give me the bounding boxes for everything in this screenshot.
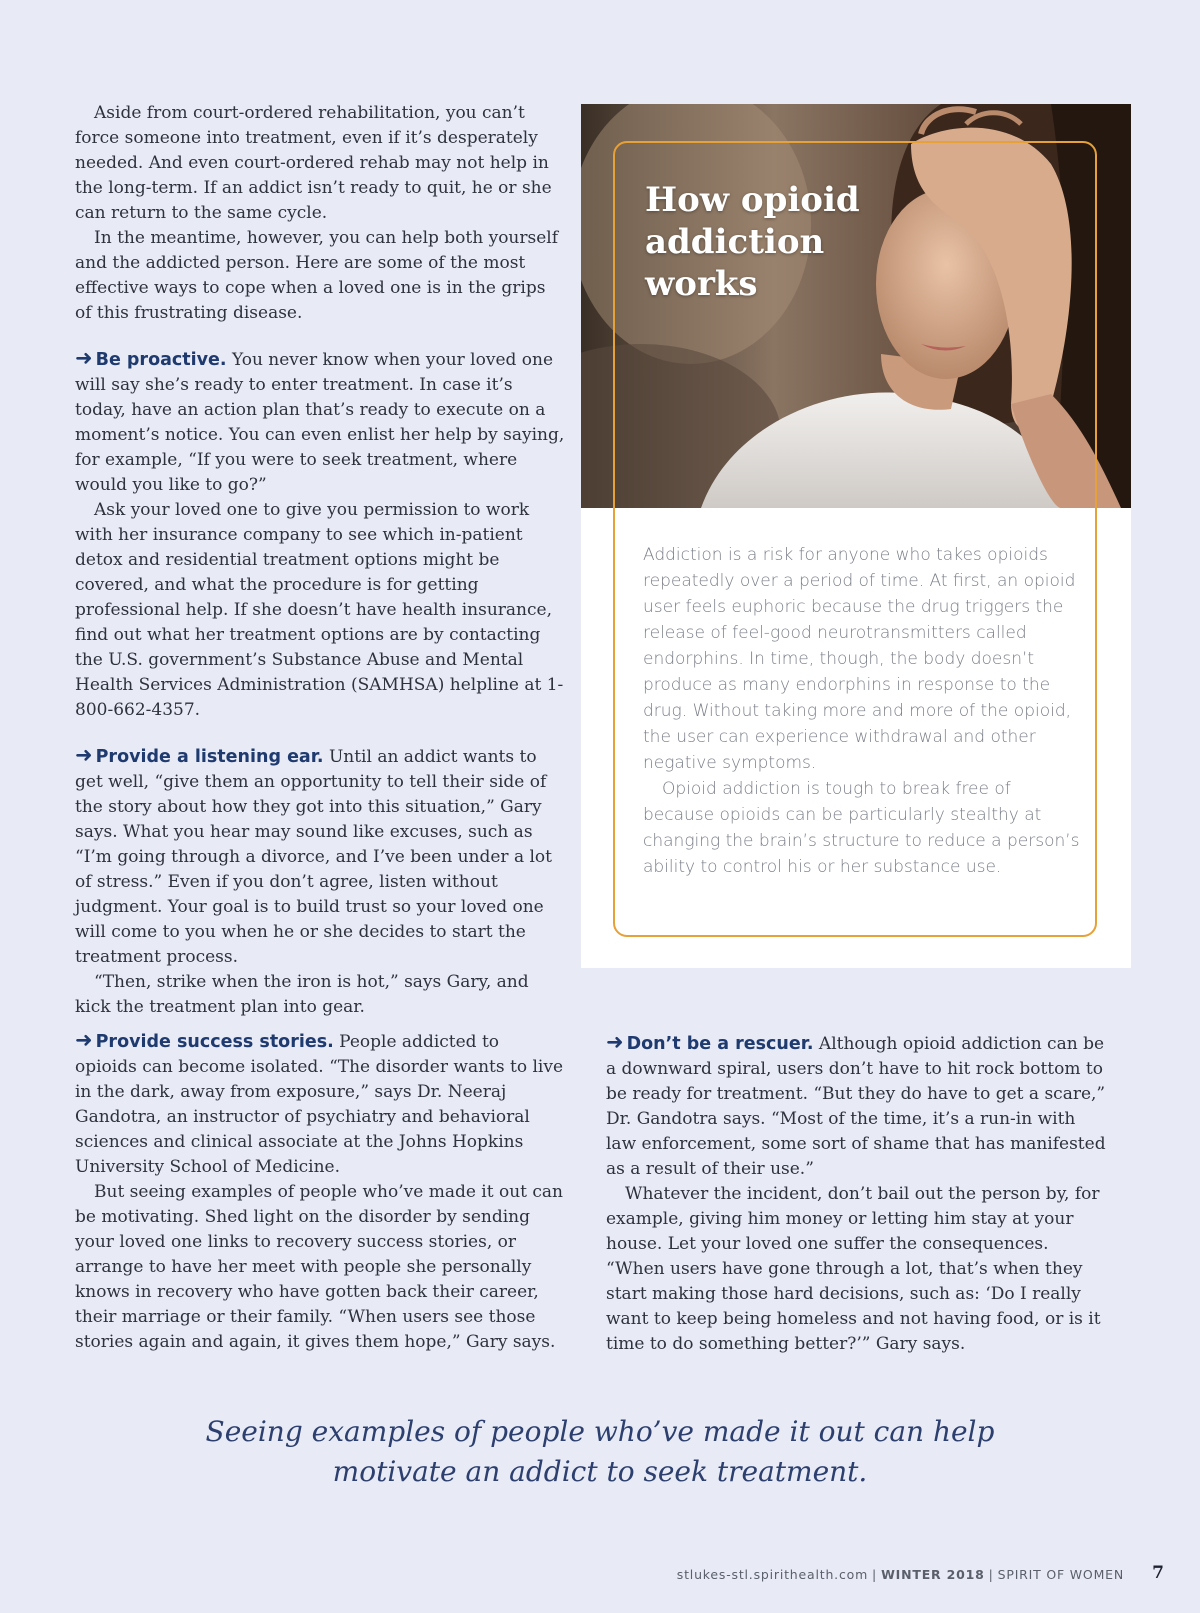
tip-heading: Provide a listening ear. xyxy=(95,747,324,767)
intro-paragraph-1: Aside from court-ordered rehabilitation, you can’t force someone into treatment, even if it’s desperately needed. And even court-ordered rehab may not help in the long-term. If an addict isn’t ready to quit, he or she can return to the same cycle. xyxy=(75,103,552,223)
arrow-right-icon: ➜ xyxy=(75,346,93,370)
tip-listening-ear xyxy=(75,745,565,1020)
tip-success-stories xyxy=(75,1030,565,1355)
pull-quote: Seeing examples of people who’ve made it out can help motivate an addict to seek treatment. xyxy=(205,1415,995,1488)
tip-body-continued: Ask your loved one to give you permission to work with her insurance company to see which in-patient detox and residential treatment options might be covered, and what the procedure is for getting professional help. If she doesn’t have health insurance, find out what her treatment options are by contacting the U.S. government’s Substance Abuse and Mental Health Services Administration (SAMHSA) helpline at 1-800-662-4357. xyxy=(75,500,564,720)
tip-body: Although opioid addiction can be a downward spiral, users don’t have to hit rock bottom to be ready for treatment. “But they do have to get a scare,” Dr. Gandotra says. “Most of the time, it’s a run-in with law enforcement, some sort of shame that has manifested as a result of their use.” xyxy=(606,1034,1106,1179)
footer-separator: | xyxy=(988,1567,994,1582)
sidebar-body xyxy=(643,542,1083,880)
page-number: 7 xyxy=(1152,1563,1164,1583)
tip-body-continued: But seeing examples of people who’ve made it out can be motivating. Shed light on the disorder by sending your loved one links to recovery success stories, or arrange to have her meet with people she personally knows in recovery who have gotten back their career, their marriage or their family. “When users see those stories again and again, it gives them hope,” Gary says. xyxy=(75,1182,564,1352)
footer-separator: | xyxy=(872,1567,878,1582)
tip-body: Until an addict wants to get well, “give them an opportunity to tell their side of the story about how they got into this situation,” Gary says. What you hear may sound like excuses, such as “I’m going through a divorce, and I’ve been under a lot of stress.” Even if you don’t agree, listen without judgment. Your goal is to build trust so your loved one will come to you when he or she decides to start the treatment process. xyxy=(75,747,552,967)
sidebar-box xyxy=(581,104,1131,968)
article-column-left-bottom xyxy=(75,1030,565,1355)
tip-body: You never know when your loved one will say she’s ready to enter treatment. In case it’s today, have an action plan that’s ready to execute on a moment’s notice. You can even enlist her help by saying, for example, “If you were to seek treatment, where would you like to go?” xyxy=(75,350,565,495)
intro-section xyxy=(75,101,565,326)
article-column-left-top xyxy=(75,101,565,1020)
tip-heading: Don’t be a rescuer. xyxy=(626,1034,814,1054)
article-column-right-bottom xyxy=(606,1032,1106,1357)
tip-body-continued: “Then, strike when the iron is hot,” says Gary, and kick the treatment plan into gear. xyxy=(75,972,529,1017)
arrow-right-icon: ➜ xyxy=(75,743,93,767)
tip-dont-be-rescuer xyxy=(606,1032,1106,1357)
arrow-right-icon: ➜ xyxy=(606,1030,624,1054)
tip-heading: Be proactive. xyxy=(95,350,227,370)
intro-paragraph-2: In the meantime, however, you can help both yourself and the addicted person. Here are some of the most effective ways to cope when a loved one is in the grips of this frustrating disease. xyxy=(75,228,559,323)
footer-season: WINTER 2018 xyxy=(881,1567,985,1582)
sidebar-paragraph-2: Opioid addiction is tough to break free of because opioids can be particularly stealthy at changing the brain’s structure to reduce a person’s ability to control his or her substance use. xyxy=(643,779,1080,877)
sidebar-title: How opioid addiction works xyxy=(645,180,860,304)
page-footer xyxy=(677,1567,1124,1582)
tip-heading: Provide success stories. xyxy=(95,1032,334,1052)
sidebar-paragraph-1: Addiction is a risk for anyone who takes opioids repeatedly over a period of time. At first, an opioid user feels euphoric because the drug triggers the release of feel-good neurotransmitters called endorphins. In time, though, the body doesn’t produce as many endorphins in response to the drug. Without taking more and more of the opioid, the user can experience withdrawal and other negative symptoms. xyxy=(643,545,1076,773)
arrow-right-icon: ➜ xyxy=(75,1028,93,1052)
footer-magazine: SPIRIT OF WOMEN xyxy=(997,1567,1124,1582)
tip-be-proactive xyxy=(75,348,565,723)
tip-body: People addicted to opioids can become isolated. “The disorder wants to live in the dark, away from exposure,” says Dr. Neeraj Gandotra, an instructor of psychiatry and behavioral sciences and clinical associate at the Johns Hopkins University School of Medicine. xyxy=(75,1032,564,1177)
tip-body-continued: Whatever the incident, don’t bail out the person by, for example, giving him money or letting him stay at your house. Let your loved one suffer the consequences. “When users have gone through a lot, that’s when they start making those hard decisions, such as: ‘Do I really want to keep being homeless and not having food, or is it time to do something better?’” Gary says. xyxy=(606,1184,1101,1354)
footer-site: stlukes-stl.spirithealth.com xyxy=(676,1567,869,1582)
